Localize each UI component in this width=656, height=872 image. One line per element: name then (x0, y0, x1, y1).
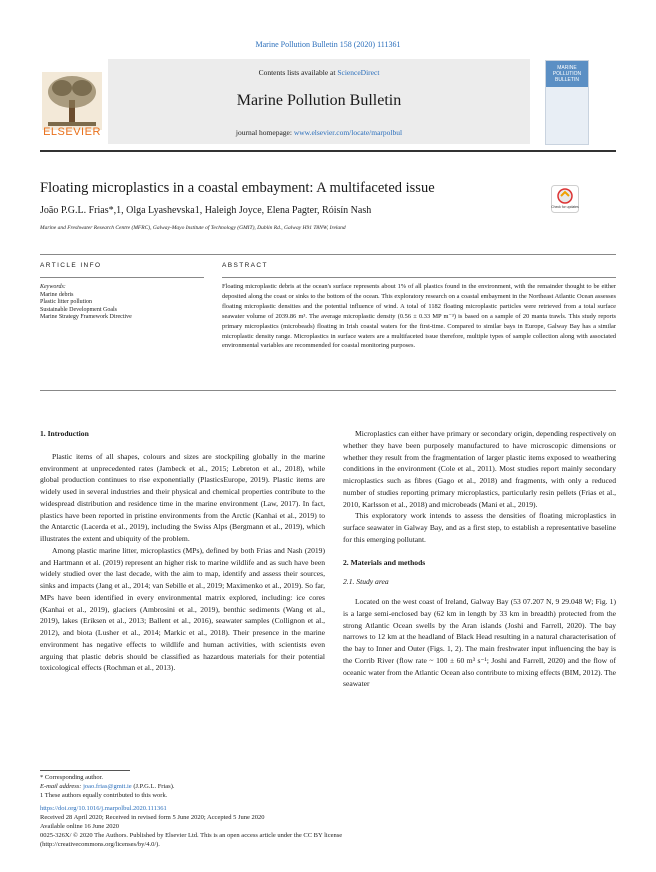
info-rule-left (40, 277, 204, 278)
keywords-heading: Keywords: (40, 284, 66, 290)
introduction-heading: 1. Introduction (40, 429, 89, 438)
footnotes (40, 773, 616, 849)
spacer (343, 546, 616, 557)
spacer (343, 588, 616, 596)
keyword-item: Sustainable Development Goals (40, 306, 117, 313)
intro-paragraph-1: Plastic items of all shapes, colours and sizes are stockpiling globally in the marine environment at unprecedented rates (Jambeck et al., 2015; Lebreton et al., 2018), while global production continues to rise exponentially (PlasticsEurope, 2019). Plastic items are widely used in several industries and their physical and chemical properties contribute to the widespread distribution and residence time in the marine environment (Law, 2017). In fact, plastics have been reported in pristine environments from the Arctic (Kanhai et al., 2019) to the Antarctic (Lacerda et al., 2019), including the Swiss Alps (Bergmann et al., 2019), which illustrates the extent and ubiquity of the problem. (40, 451, 325, 543)
header-rule (40, 150, 616, 152)
email-label: E-mail address: (40, 783, 84, 790)
journal-reference[interactable]: Marine Pollution Bulletin 158 (2020) 111361 (255, 40, 401, 49)
keyword-item: Marine debris (40, 291, 74, 298)
intro-paragraph-2: Among plastic marine litter, microplastics (MPs), defined by both Frias and Nash (2019) and Hartmann et al. (2019) represent an higher risk to marine wildlife and as such have been widely studied over the last decade, with the aim to map, identify and assess their sources, sinks and impacts (Jang et al., 2014; van Sebille et al., 2019; Maximenko et al., 2019). So far, MPs have been identified in every environmental matrix explored, including: ice cores (Kanhai et al., 2019), glaciers (Ambrosini et al., 2019), benthic sediments (Wang et al., 2019), lakes (Eriksen et al., 2013; Ballent et al., 2016), seawater samples (Collignon et al., 2012), and biota (Lusher et al., 2014; Markic et al., 2018). Their presence in the marine environment has negative effects to wildlife and human activities, with scientists even arguing that plastic debris should be classified as hazardous materials for their potential toxicological effects (Rochman et al., 2013). (40, 545, 325, 673)
article-title: Floating microplastics in a coastal embayment: A multifaceted issue (40, 180, 435, 196)
article-info-heading: ARTICLE INFO (40, 262, 102, 269)
crossmark-label: Check for updates (551, 205, 579, 209)
cover-title: MARINE POLLUTION BULLETIN (552, 65, 582, 83)
license-text: 0025-326X/ © 2020 The Authors. Published by Elsevier Ltd. This is an open access article under the CC BY license (40, 832, 343, 839)
sciencedirect-link[interactable]: ScienceDirect (337, 68, 380, 77)
footnote-rule (40, 770, 130, 771)
doi-link[interactable]: https://doi.org/10.1016/j.marpolbul.2020.111361 (40, 805, 167, 812)
license-url[interactable]: (http://creativecommons.org/licenses/by/4.0/). (40, 841, 160, 848)
keywords-block (40, 284, 132, 322)
journal-homepage (108, 128, 530, 137)
body-column-left (40, 428, 325, 674)
abstract-text: Floating microplastic debris at the ocean's surface represents about 1% of all plastics found in the environment, with the remainder thought to be either deposited along the coast or sinks to the bottom of the ocean. This exploratory research on a coastal embayment in the Northeast Atlantic Ocean assesses floating microplastic densities and the potential influence of wind. A total of 1182 floating microplastic particles were retrieved from a total surface seawater volume of 2039.86 m³. The average microplastic density (0.56 ± 0.33 MP m⁻³) is based on a sample of 20 manta trawls. This study reports primary microplastics (microbeads) floating in Irish coastal waters for the first-time. Compared to similar bays in Europe, Galway Bay has a similar microplastic density range. Microplastics in surface waters are a multifaceted issue therefore, multiple types of sample collection along with associated environmental variables are recommended for coastal monitoring purposes. (222, 283, 616, 350)
methods-heading: 2. Materials and methods (343, 557, 426, 567)
keyword-item: Plastic litter pollution (40, 299, 92, 306)
affiliation: Marine and Freshwater Research Centre (MFRC), Galway-Mayo Institute of Technology (GMIT), Dublin Rd., Galway H91 T8NW, Ireland (40, 225, 346, 231)
abstract-heading: ABSTRACT (222, 262, 268, 269)
right-paragraph-1: Microplastics can either have primary or secondary origin, depending respectively on whether they have been purposely manufactured to have microscopic dimensions or whether they result from the fragmentation of larger plastic items exposed to weathering conditions in the environment (Cole et al., 2011). Most studies report mainly secondary microplastics such as fibres (Gago et al., 2018) and fragments, with only a reduced number of studies reporting primary microplastics, particularly resin pellets (Frias et al., 2010, Karlsson et al., 2018) and microbeads (Mani et al., 2019). (343, 429, 616, 509)
right-paragraph-2: This exploratory work intends to assess the densities of floating microplastics in surface seawater in Galway Bay, and as a first step, to establish a representative baseline for this emerging pollutant. (343, 511, 616, 544)
study-area-heading: 2.1. Study area (343, 577, 389, 587)
spacer (40, 440, 325, 451)
author-list: João P.G.L. Frias*,1, Olga Lyashevska1, Haleigh Joyce, Elena Pagter, Róisín Nash (40, 205, 372, 216)
footnote-corresponding: * Corresponding author. (40, 774, 104, 781)
journal-cover-thumbnail[interactable] (545, 60, 589, 145)
email-suffix: (J.P.G.L. Frias). (131, 783, 175, 790)
received-dates: Received 28 April 2020; Received in revised form 5 June 2020; Accepted 5 June 2020 (40, 814, 265, 821)
email-link[interactable]: joao.frias@gmit.ie (83, 783, 132, 790)
crossmark-icon[interactable] (551, 185, 579, 213)
info-top-rule (40, 254, 616, 255)
abstract-bottom-rule (40, 390, 616, 391)
body-column-right (343, 428, 616, 690)
spacer (343, 568, 616, 576)
footnote-equal: 1 These authors equally contributed to this work. (40, 792, 168, 799)
study-area-paragraph: Located on the west coast of Ireland, Galway Bay (53 07.207 N, 9 29.048 W; Fig. 1) is a large semi-enclosed bay (62 km in length by 33 km in breadth) protected from the strong Atlantic Ocean swells by the Aran islands (Joshi and Farrell, 2020). The bay narrows to 12 km at the headland of Black Head resulting in a natural characterisation of the bay to Inner and Outer (Figs. 1, 2). The main freshwater input influencing the bay is the Corrib River (flow rate ~ 100 ± 60 m³ s⁻¹; Joshi and Farrell, 2020) and the flow of oceanic water from the Atlantic Ocean also contribute to mixing effects (BIM, 2012). The seawater (343, 597, 616, 689)
available-online: Available online 16 June 2020 (40, 823, 119, 830)
elsevier-wordmark: ELSEVIER (43, 126, 101, 138)
contents-prefix: Contents lists available at (258, 68, 338, 77)
keyword-item: Marine Strategy Framework Directive (40, 314, 132, 321)
footnote-email (40, 782, 616, 791)
journal-title: Marine Pollution Bulletin (236, 92, 402, 109)
homepage-link[interactable]: www.elsevier.com/locate/marpolbul (293, 128, 403, 137)
contents-line (108, 68, 530, 77)
homepage-prefix: journal homepage: (235, 128, 294, 137)
info-rule-right (222, 277, 616, 278)
